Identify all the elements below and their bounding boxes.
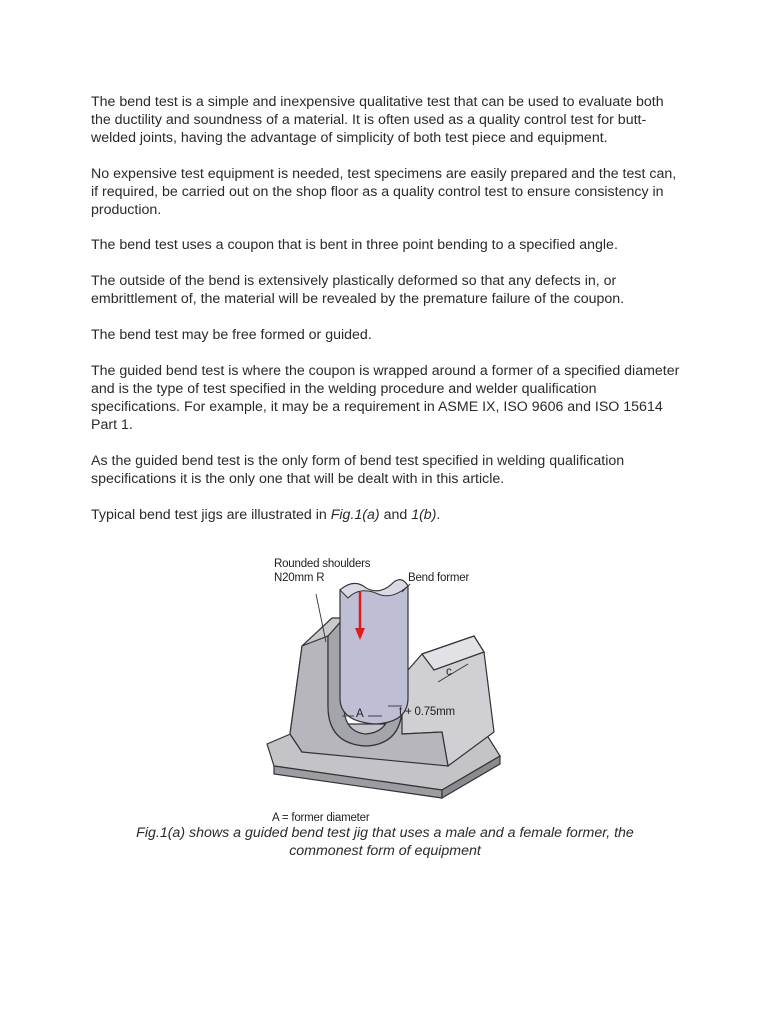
dim-a-label: A (356, 708, 364, 720)
former-label: Bend former (408, 572, 470, 584)
bend-former (340, 580, 408, 724)
shoulders-label: Rounded shoulders (274, 558, 371, 570)
intro-text: . (436, 506, 441, 523)
figure-caption: Fig.1(a) shows a guided bend test jig that uses a male and a female former, the commonest form of equipment (136, 825, 634, 859)
paragraph: As the guided bend test is the only form of bend test specified in welding qualification specifications it is the only one that will be dealt with in this article. (91, 452, 625, 487)
paragraph: The bend test is a simple and inexpensive qualitative test that can be used to evaluate both the ductility and soundness of a material. It is often used as a quality control test for butt-welded joints, having the advantage of simplicity of both test piece and equipment. (91, 94, 664, 146)
paragraph: No expensive test equipment is needed, test specimens are easily prepared and the test can, if required, be carried out on the shop floor as a quality control test to ensure consistency in production. (91, 165, 677, 218)
article-body (91, 94, 681, 542)
bend-test-jig-illustration (262, 556, 507, 826)
paragraph: The bend test uses a coupon that is bent in three point bending to a specified angle. (91, 237, 618, 254)
shoulders-radius-label: N20mm R (274, 572, 325, 584)
paragraph: The bend test may be free formed or guided. (91, 327, 372, 344)
figure-intro (91, 507, 681, 525)
intro-text: Typical bend test jigs are illustrated in (91, 506, 331, 523)
dim-c-label: c (446, 666, 452, 678)
intro-text: and (379, 506, 412, 523)
gap-label: t + 0.75mm (399, 706, 455, 718)
paragraph: The outside of the bend is extensively plastically deformed so that any defects in, or embrittlement of, the material will be revealed by the premature failure of the coupon. (91, 273, 625, 308)
figure-ref: Fig.1(a) (330, 506, 380, 523)
bend-test-jig-figure (262, 556, 507, 826)
paragraph: The guided bend test is where the coupon is wrapped around a former of a specified diameter and is the type of test specified in the welding procedure and welder qualification specifications. For example, it may be a requirement in ASME IX, ISO 9606 and ISO 15614 Part 1. (91, 363, 680, 433)
legend-label: A = former diameter (272, 812, 370, 824)
figure-ref: 1(b) (411, 506, 437, 523)
